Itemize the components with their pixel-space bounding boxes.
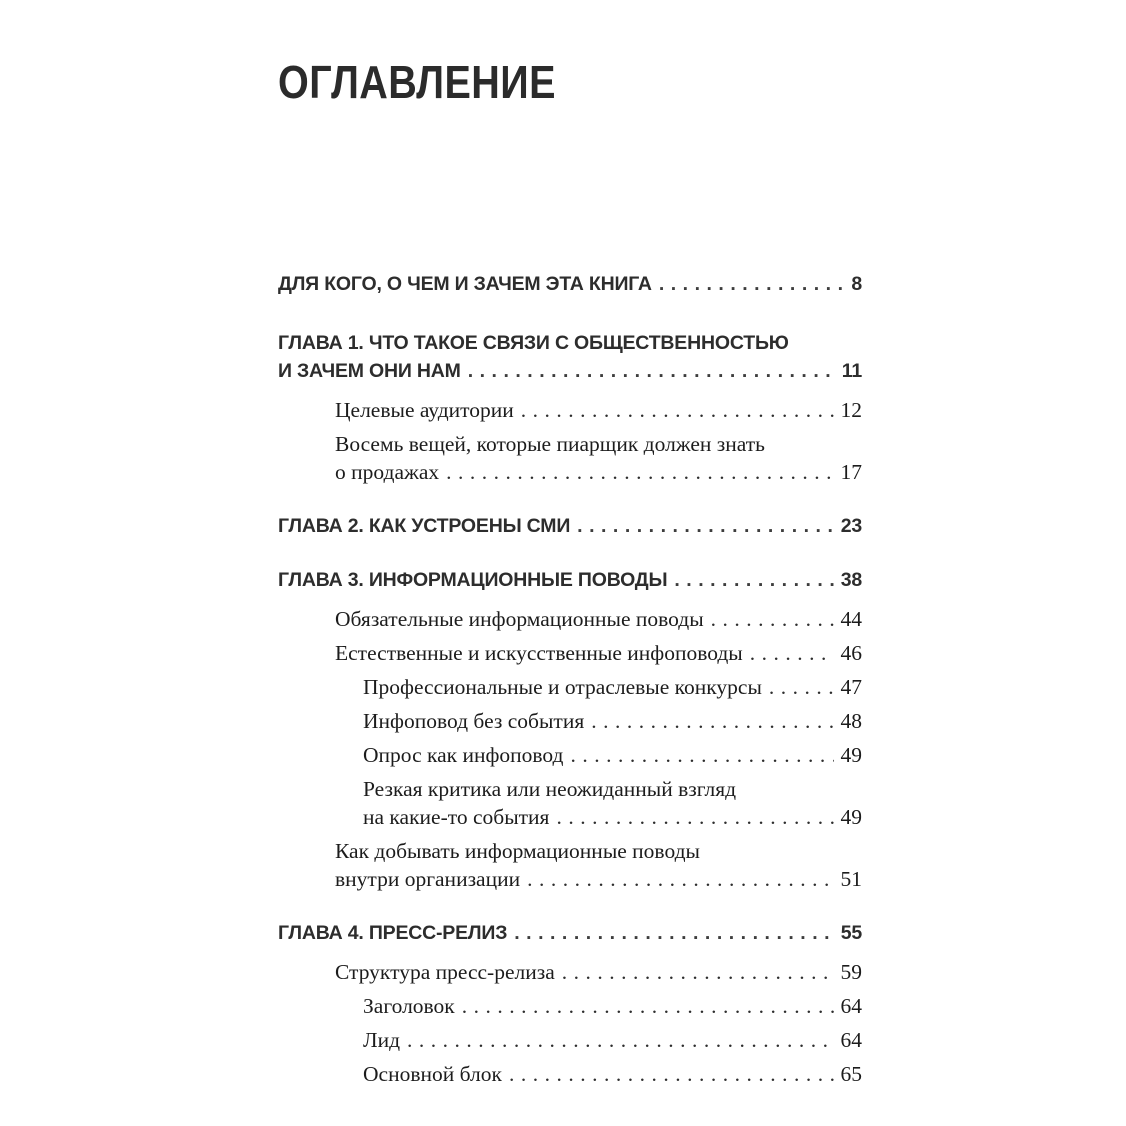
toc-entry-label: ГЛАВА 2. КАК УСТРОЕНЫ СМИ xyxy=(278,515,571,537)
toc-row xyxy=(278,837,862,865)
dot-leader xyxy=(446,458,833,486)
dot-leader xyxy=(659,270,845,298)
toc-entry-label: Естественные и искусственные инфоповоды xyxy=(335,641,743,665)
page-title xyxy=(278,56,862,108)
toc-row xyxy=(278,639,862,667)
dot-leader xyxy=(462,992,834,1020)
toc-entry-label: ГЛАВА 3. ИНФОРМАЦИОННЫЕ ПОВОДЫ xyxy=(278,569,668,591)
toc-entry-label: И ЗАЧЕМ ОНИ НАМ xyxy=(278,360,461,382)
toc-entry-label: Резкая критика или неожиданный взгляд xyxy=(363,777,737,801)
toc-entry-label: Обязательные информационные поводы xyxy=(335,607,704,631)
toc-entry-label: ГЛАВА 1. ЧТО ТАКОЕ СВЯЗИ С ОБЩЕСТВЕННОСТЬЮ xyxy=(278,332,789,354)
toc-page-number: 64 xyxy=(840,1028,862,1052)
toc-entry-label: Как добывать информационные поводы xyxy=(335,839,700,863)
toc-page-number: 59 xyxy=(840,960,862,984)
table-of-contents xyxy=(278,270,862,1088)
dot-leader xyxy=(769,673,834,701)
toc-page-number: 48 xyxy=(840,709,862,733)
toc-page-number: 47 xyxy=(840,675,862,699)
dot-leader xyxy=(674,566,833,594)
toc-page-number: 46 xyxy=(840,641,862,665)
toc-row xyxy=(278,566,862,594)
toc-row xyxy=(278,270,862,298)
dot-leader xyxy=(468,357,835,385)
toc-entry-label: о продажах xyxy=(335,460,440,484)
dot-leader xyxy=(591,707,833,735)
toc-row xyxy=(278,512,862,540)
dot-leader xyxy=(407,1026,833,1054)
toc-row xyxy=(278,741,862,769)
toc-entry-label: Опрос как инфоповод xyxy=(363,743,564,767)
toc-row xyxy=(278,458,862,486)
toc-row xyxy=(278,673,862,701)
toc-row xyxy=(278,919,862,947)
dot-leader xyxy=(521,396,834,424)
toc-entry-label: ДЛЯ КОГО, О ЧЕМ И ЗАЧЕМ ЭТА КНИГА xyxy=(278,273,652,295)
toc-entry-label: Лид xyxy=(363,1028,401,1052)
toc-page-number: 11 xyxy=(841,360,862,382)
toc-page-number: 12 xyxy=(840,398,862,422)
toc-page-number: 64 xyxy=(840,994,862,1018)
toc-row xyxy=(278,803,862,831)
dot-leader xyxy=(577,512,834,540)
toc-page-number: 49 xyxy=(840,805,862,829)
toc-entry-label: на какие-то события xyxy=(363,805,550,829)
page-title-text: ОГЛАВЛЕНИЕ xyxy=(278,56,556,108)
toc-page-number: 38 xyxy=(840,569,862,591)
toc-row xyxy=(278,865,862,893)
toc-entry-label: Целевые аудитории xyxy=(335,398,514,422)
toc-row xyxy=(278,605,862,633)
toc-page-number: 65 xyxy=(840,1062,862,1086)
toc-entry-label: Инфоповод без события xyxy=(363,709,585,733)
toc-row xyxy=(278,992,862,1020)
toc-page-number: 51 xyxy=(840,867,862,891)
dot-leader xyxy=(562,958,834,986)
dot-leader xyxy=(514,919,833,947)
toc-row xyxy=(278,1026,862,1054)
toc-entry-label: Восемь вещей, которые пиарщик должен знать xyxy=(335,432,765,456)
toc-row xyxy=(278,357,862,385)
toc-page-number: 17 xyxy=(840,460,862,484)
toc-entry-label: Заголовок xyxy=(363,994,455,1018)
toc-row xyxy=(278,707,862,735)
toc-row xyxy=(278,775,862,803)
toc-entry-label: Профессиональные и отраслевые конкурсы xyxy=(363,675,762,699)
toc-row xyxy=(278,329,862,357)
toc-row xyxy=(278,396,862,424)
toc-page-number: 23 xyxy=(840,515,862,537)
toc-entry-label: внутри организации xyxy=(335,867,521,891)
dot-leader xyxy=(556,803,833,831)
toc-page-number: 44 xyxy=(840,607,862,631)
dot-leader xyxy=(711,605,834,633)
dot-leader xyxy=(509,1060,834,1088)
dot-leader xyxy=(571,741,834,769)
dot-leader xyxy=(527,865,833,893)
dot-leader xyxy=(750,639,834,667)
toc-entry-label: Структура пресс-релиза xyxy=(335,960,555,984)
toc-page-number: 55 xyxy=(840,922,862,944)
toc-entry-label: ГЛАВА 4. ПРЕСС-РЕЛИЗ xyxy=(278,922,508,944)
toc-page-number: 8 xyxy=(851,273,862,295)
toc-row xyxy=(278,958,862,986)
toc-page-number: 49 xyxy=(840,743,862,767)
toc-row xyxy=(278,1060,862,1088)
toc-row xyxy=(278,430,862,458)
toc-entry-label: Основной блок xyxy=(363,1062,502,1086)
